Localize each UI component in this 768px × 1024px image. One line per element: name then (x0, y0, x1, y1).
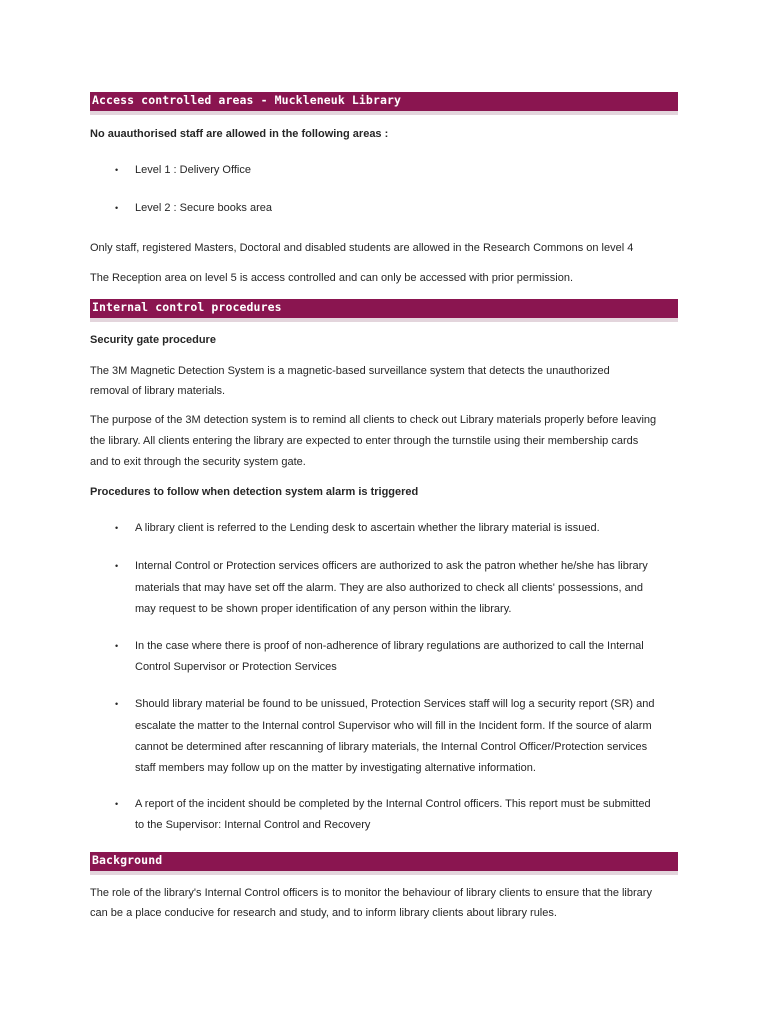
section-header-background (90, 852, 678, 875)
procedure-line: In the case where there is proof of non-adherence of library regulations are authorized to call the Internal (135, 640, 644, 652)
access-bullet-1: Level 1 : Delivery Office (135, 164, 251, 176)
section-header-access (90, 92, 678, 115)
procedure-line: A library client is referred to the Lending desk to ascertain whether the library material is issued. (135, 522, 600, 534)
access-para-2: The Reception area on level 5 is access controlled and can only be accessed with prior permission. (90, 272, 574, 284)
procedure-line: staff members may follow up on the matter by investigating alternative information. (135, 762, 536, 774)
section-title-internal: Internal control procedures (92, 300, 282, 314)
bullet-icon: • (115, 799, 119, 809)
background-para-line: can be a place conducive for research and study, and to inform library clients about library rules. (90, 907, 557, 919)
bullet-icon: • (115, 561, 119, 571)
procedure-line: Should library material be found to be unissued, Protection Services staff will log a security report (SR) and (135, 698, 655, 710)
procedure-line: materials that may have set off the alarm. They are also authorized to check all clients' possessions, and (135, 582, 643, 594)
access-intro: No auauthorised staff are allowed in the following areas : (90, 128, 389, 140)
procedure-line: escalate the matter to the Internal control Supervisor who will fill in the Incident form. If the source of alarm (135, 720, 652, 732)
section-title-access: Access controlled areas - Muckleneuk Library (92, 93, 402, 107)
bullet-icon: • (115, 203, 119, 213)
access-para-1: Only staff, registered Masters, Doctoral and disabled students are allowed in the Research Commons on level 4 (90, 242, 634, 254)
procedure-line: cannot be determined after rescanning of library materials, the Internal Control Officer/Protection services (135, 741, 648, 753)
procedure-line: Control Supervisor or Protection Services (135, 661, 337, 673)
bullet-icon: • (115, 641, 119, 651)
section-header-internal (90, 299, 678, 322)
section-title-background: Background (92, 853, 163, 867)
detection-para-line: The 3M Magnetic Detection System is a magnetic-based surveillance system that detects the unauthorized (90, 365, 610, 377)
purpose-para-line: and to exit through the security system gate. (90, 456, 306, 468)
bullet-icon: • (115, 699, 119, 709)
detection-para-line: removal of library materials. (90, 385, 226, 397)
background-para-line: The role of the library's Internal Control officers is to monitor the behaviour of library clients to ensure that the library (90, 887, 652, 899)
procedure-line: Internal Control or Protection services officers are authorized to ask the patron whether he/she has library (135, 560, 648, 572)
procedure-line: A report of the incident should be completed by the Internal Control officers. This report must be submitted (135, 798, 651, 810)
procedure-line: to the Supervisor: Internal Control and Recovery (135, 819, 371, 831)
access-bullet-2: Level 2 : Secure books area (135, 202, 272, 214)
bullet-icon: • (115, 165, 119, 175)
purpose-para-line: The purpose of the 3M detection system is to remind all clients to check out Library materials properly before leaving (90, 414, 657, 426)
bullet-icon: • (115, 523, 119, 533)
security-gate-subheading: Security gate procedure (90, 334, 216, 346)
purpose-para-line: the library. All clients entering the library are expected to enter through the turnstile using their membership cards (90, 435, 639, 447)
procedures-heading: Procedures to follow when detection system alarm is triggered (90, 486, 419, 498)
procedure-line: may request to be shown proper identification of any person within the library. (135, 603, 512, 615)
